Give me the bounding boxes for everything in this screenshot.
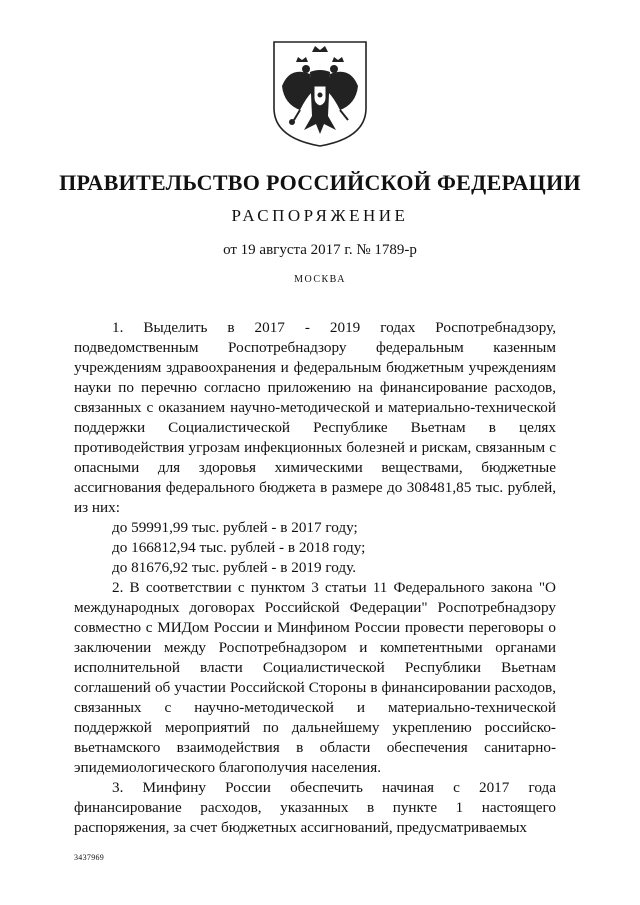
government-title: ПРАВИТЕЛЬСТВО РОССИЙСКОЙ ФЕДЕРАЦИИ	[59, 170, 581, 195]
paragraph-2: 2. В соответствии с пунктом 3 статьи 11 Федерального закона "О международных договорах Российской Федерации" Роспотребнадзору совместно с МИДом России и Минфином России провести переговоры о заключении между Роспотребнадзором и компетентными органами исполнительной власти Социалистической Республики Вьетнам соглашений об участии Российской Стороны в финансировании расходов, связанных с научно-методической и материально-технической поддержкой мероприятий по дальнейшему укреплению российско-вьетнамского взаимодействия в области обеспечения санитарно-эпидемиологического благополучия населения.	[74, 579, 556, 776]
document-type: РАСПОРЯЖЕНИЕ	[231, 206, 409, 225]
paragraph-1: 1. Выделить в 2017 - 2019 годах Роспотребнадзору, подведомственным Роспотребнадзору федеральным казенным учреждениям здравоохранения и федеральным бюджетным учреждениям науки по перечню согласно приложению на финансирование расходов, связанных с оказанием научно-методической и материально-технической поддержки Социалистической Республике Вьетнам в целях противодействия угрозам инфекционных болезней и рискам, связанным с опасными для здоровья химическими веществами, бюджетные ассигнования федерального бюджета в размере до 308481,85 тыс. рублей, из них:	[74, 319, 556, 516]
coat-of-arms-icon	[270, 38, 370, 150]
document-date-number: от 19 августа 2017 г. № 1789-р	[223, 242, 417, 258]
document-city: МОСКВА	[294, 274, 346, 285]
page-code: 3437969	[74, 853, 105, 862]
amount-2018: до 166812,94 тыс. рублей - в 2018 году;	[112, 539, 366, 556]
paragraph-3: 3. Минфину России обеспечить начиная с 2017 года финансирование расходов, указанных в пункте 1 настоящего распоряжения, за счет бюджетных ассигнований, предусматриваемых	[74, 779, 556, 836]
amount-2019: до 81676,92 тыс. рублей - в 2019 году.	[112, 559, 357, 576]
document-body	[74, 318, 556, 838]
amount-2017: до 59991,99 тыс. рублей - в 2017 году;	[112, 519, 358, 536]
